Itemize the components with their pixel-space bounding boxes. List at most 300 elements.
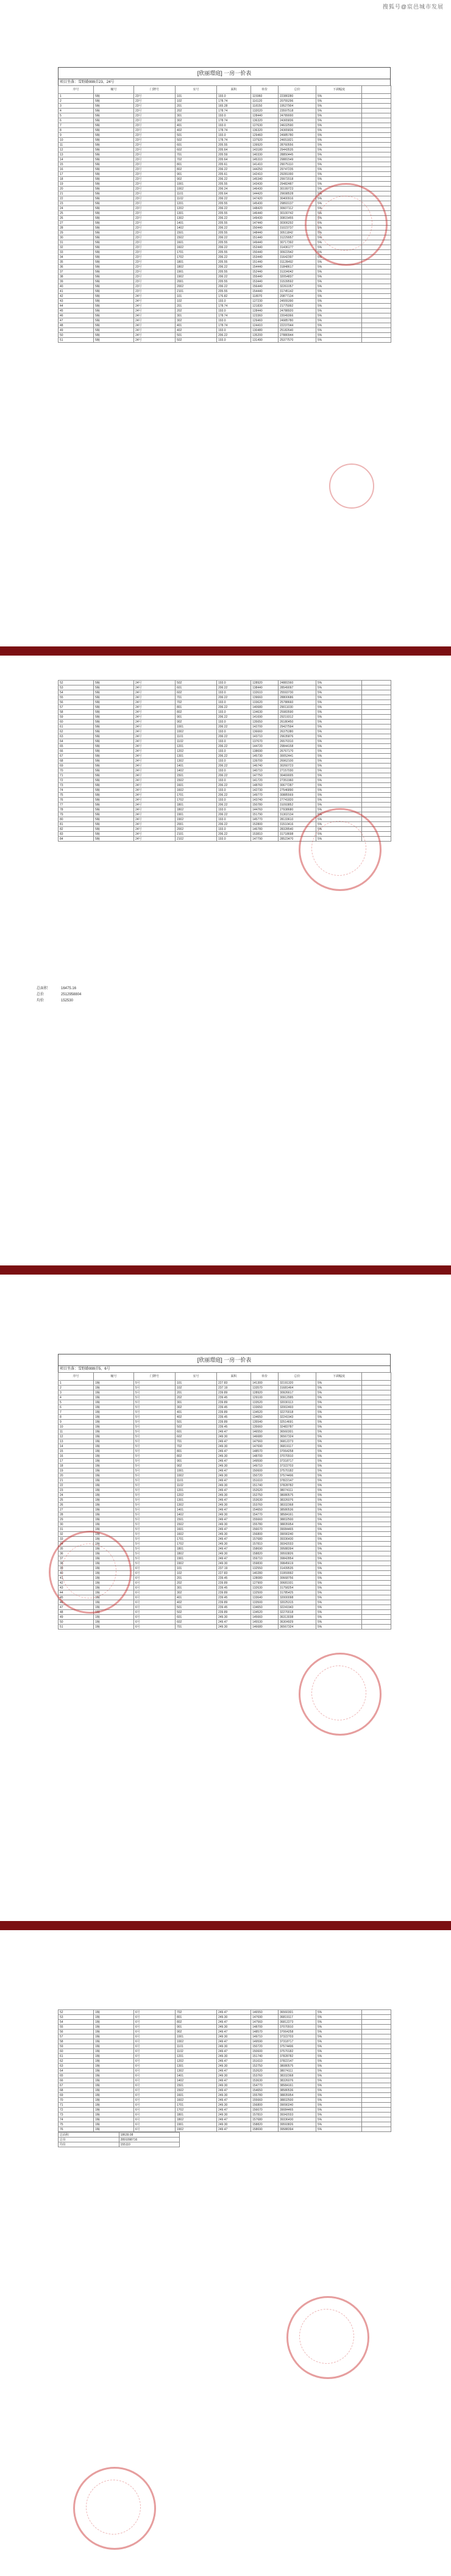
table-cell: 144760 bbox=[251, 807, 279, 812]
table-cell: 1幢 bbox=[94, 1386, 134, 1390]
table-cell: 1幢 bbox=[94, 2108, 134, 2113]
table-cell: 37574496 bbox=[279, 2044, 316, 2049]
table-cell: 23号 bbox=[134, 265, 176, 270]
table-cell: 801 bbox=[176, 1449, 217, 1454]
table-cell: 1幢 bbox=[94, 1620, 134, 1625]
table-cell: 701 bbox=[176, 1625, 217, 1630]
table-cell: 1001 bbox=[176, 724, 217, 729]
table-cell: 157810 bbox=[251, 2113, 279, 2117]
table-cell: 43 bbox=[59, 1586, 94, 1590]
table-cell: 5% bbox=[316, 1483, 362, 1488]
table-cell: 153760 bbox=[251, 2073, 279, 2078]
table-cell: 37822147 bbox=[279, 2059, 316, 2064]
table-cell: 1幢 bbox=[94, 1532, 134, 1537]
table-cell: 149590 bbox=[251, 2039, 279, 2044]
table-cell: 10 bbox=[59, 138, 94, 143]
table-row bbox=[59, 681, 391, 685]
table-cell-blank bbox=[362, 2078, 391, 2083]
table-cell: 5% bbox=[316, 328, 362, 333]
table-cell: 8 bbox=[59, 128, 94, 133]
table-row bbox=[59, 177, 391, 182]
table-cell: 5号 bbox=[134, 1444, 176, 1449]
table-cell: 5幢 bbox=[94, 734, 134, 739]
table-cell: 249.30 bbox=[217, 1532, 251, 1537]
table-cell: 502 bbox=[176, 1610, 217, 1615]
table-cell: 29219312 bbox=[279, 715, 316, 720]
table-row bbox=[59, 803, 391, 807]
table-cell: 38074111 bbox=[279, 1488, 316, 1493]
table-cell: 73 bbox=[59, 783, 94, 788]
table-cell: 5% bbox=[316, 1459, 362, 1464]
table-cell: 5% bbox=[316, 715, 362, 720]
table-cell: 1802 bbox=[176, 265, 217, 270]
table-cell: 178.74 bbox=[217, 323, 251, 328]
table-cell-blank bbox=[362, 294, 391, 299]
table-cell-blank bbox=[362, 1532, 391, 1537]
table-cell: 193.0 bbox=[217, 720, 251, 724]
table-cell: 5% bbox=[316, 196, 362, 201]
table-cell: 1601 bbox=[176, 2093, 217, 2098]
table-cell: 5幢 bbox=[94, 778, 134, 783]
table-row bbox=[59, 1464, 391, 1469]
table-cell: 5幢 bbox=[94, 768, 134, 773]
table-cell: 1 bbox=[59, 1381, 94, 1386]
table-cell: 142730 bbox=[251, 788, 279, 793]
table-cell: 118150 bbox=[251, 104, 279, 109]
table-cell: 38580536 bbox=[279, 2088, 316, 2093]
table-cell: 5号 bbox=[134, 1454, 176, 1459]
table-cell: 5% bbox=[316, 1469, 362, 1473]
table-cell-blank bbox=[362, 157, 391, 162]
column-header: 序号 bbox=[59, 1373, 94, 1381]
table-cell-blank bbox=[362, 788, 391, 793]
table-cell: 5% bbox=[316, 235, 362, 240]
table-cell: 205.55 bbox=[217, 182, 251, 187]
table-cell: 149440 bbox=[251, 240, 279, 245]
table-cell: 146430 bbox=[251, 187, 279, 191]
table-cell: 53 bbox=[59, 685, 94, 690]
table-cell: 36 bbox=[59, 1551, 94, 1556]
table-cell: 5幢 bbox=[94, 235, 134, 240]
table-cell: 5幢 bbox=[94, 700, 134, 705]
table-cell-blank bbox=[362, 720, 391, 724]
table-cell: 31229957 bbox=[279, 235, 316, 240]
table-cell-blank bbox=[362, 313, 391, 318]
table-cell: 1幢 bbox=[94, 1581, 134, 1586]
table-cell-blank bbox=[362, 2054, 391, 2059]
table-row bbox=[59, 162, 391, 167]
table-cell: 24 bbox=[59, 206, 94, 211]
table-cell: 24号 bbox=[134, 685, 176, 690]
table-cell: 5幢 bbox=[94, 685, 134, 690]
table-row bbox=[59, 1503, 391, 1508]
table-cell: 5% bbox=[316, 2098, 362, 2103]
column-header: 门牌号 bbox=[134, 1373, 176, 1381]
table-cell: 5% bbox=[316, 1434, 362, 1439]
table-cell: 158820 bbox=[251, 2122, 279, 2127]
table-cell: 25788660 bbox=[279, 700, 316, 705]
table-cell-blank bbox=[362, 1439, 391, 1444]
table-cell: 1幢 bbox=[94, 1586, 134, 1590]
table-cell: 206.22 bbox=[217, 685, 251, 690]
table-cell: 24号 bbox=[134, 700, 176, 705]
table-cell: 18 bbox=[59, 177, 94, 182]
table-cell: 17 bbox=[59, 172, 94, 177]
table-cell: 249.30 bbox=[217, 2034, 251, 2039]
summary-value: 2891098716 bbox=[119, 2138, 180, 2142]
table-cell: 5% bbox=[316, 274, 362, 279]
table-cell: 124410 bbox=[251, 323, 279, 328]
table-cell-blank bbox=[362, 724, 391, 729]
table-cell-blank bbox=[362, 1473, 391, 1478]
table-cell: 152620 bbox=[251, 1488, 279, 1493]
table-cell-blank bbox=[362, 1595, 391, 1600]
table-cell: 38832500 bbox=[279, 2098, 316, 2103]
table-cell: 4 bbox=[59, 109, 94, 113]
table-row bbox=[59, 1439, 391, 1444]
table-cell-blank bbox=[362, 104, 391, 109]
table-cell: 151740 bbox=[251, 1483, 279, 1488]
table-cell: 5幢 bbox=[94, 104, 134, 109]
table-cell: 28 bbox=[59, 1512, 94, 1517]
table-cell: 152800 bbox=[251, 822, 279, 827]
table-cell: 141300 bbox=[251, 1381, 279, 1386]
table-cell: 249.30 bbox=[217, 1454, 251, 1459]
table-cell: 65 bbox=[59, 744, 94, 749]
table-cell-blank bbox=[362, 1429, 391, 1434]
table-cell: 30 bbox=[59, 1522, 94, 1527]
table-row bbox=[59, 695, 391, 700]
table-cell: 5% bbox=[316, 2103, 362, 2108]
table-cell: 5% bbox=[316, 788, 362, 793]
table-cell: 193.0 bbox=[217, 739, 251, 744]
sheet-title: [欣丽璟庭] 一房一价表 bbox=[58, 1354, 391, 1366]
table-cell: 23号 bbox=[134, 211, 176, 216]
table-cell: 142410 bbox=[251, 172, 279, 177]
table-cell: 178.74 bbox=[217, 304, 251, 309]
table-cell: 151790 bbox=[251, 812, 279, 817]
table-cell: 5% bbox=[316, 1517, 362, 1522]
table-cell: 401 bbox=[176, 123, 217, 128]
table-cell: 227.83 bbox=[217, 1381, 251, 1386]
table-cell: 249.47 bbox=[217, 2059, 251, 2064]
table-cell: 1202 bbox=[176, 206, 217, 211]
summary-label: 均价 bbox=[37, 999, 44, 1003]
table-cell: 143740 bbox=[251, 798, 279, 803]
table-cell: 5号 bbox=[134, 1517, 176, 1522]
table-cell: 154650 bbox=[251, 1508, 279, 1512]
table-row bbox=[59, 1625, 391, 1630]
table-cell: 32483787 bbox=[279, 1425, 316, 1429]
table-cell: 205.59 bbox=[217, 152, 251, 157]
table-cell: 1302 bbox=[176, 216, 217, 221]
summary-value: 152530 bbox=[61, 999, 74, 1003]
table-cell: 136320 bbox=[251, 128, 279, 133]
table-cell: 151440 bbox=[251, 260, 279, 265]
table-cell: 148700 bbox=[251, 1454, 279, 1459]
column-header: 总价 bbox=[279, 86, 316, 94]
table-cell-blank bbox=[362, 2103, 391, 2108]
table-cell: 153760 bbox=[251, 1503, 279, 1508]
table-cell-blank bbox=[362, 1590, 391, 1595]
table-cell: 38580536 bbox=[279, 1508, 316, 1512]
table-cell: 153810 bbox=[251, 832, 279, 837]
table-cell: 5幢 bbox=[94, 690, 134, 695]
table-cell: 1402 bbox=[176, 226, 217, 231]
table-cell: 1幢 bbox=[94, 1517, 134, 1522]
table-cell: 5% bbox=[316, 1532, 362, 1537]
table-cell: 5幢 bbox=[94, 827, 134, 832]
table-cell-blank bbox=[362, 1615, 391, 1620]
table-cell: 152750 bbox=[251, 1493, 279, 1498]
table-row bbox=[59, 323, 391, 328]
table-cell: 1301 bbox=[176, 1498, 217, 1503]
table-cell: 1502 bbox=[176, 1522, 217, 1527]
table-row bbox=[59, 284, 391, 289]
table-cell: 81 bbox=[59, 822, 94, 827]
table-cell: 5% bbox=[316, 803, 362, 807]
table-cell: 36812273 bbox=[279, 2020, 316, 2025]
table-cell: 5% bbox=[316, 685, 362, 690]
table-row bbox=[59, 123, 391, 128]
table-cell: 24号 bbox=[134, 299, 176, 304]
table-cell-blank bbox=[362, 739, 391, 744]
table-cell: 1幢 bbox=[94, 1439, 134, 1444]
summary-label: 总面积 bbox=[37, 987, 48, 990]
table-cell: 1幢 bbox=[94, 1488, 134, 1493]
table-cell: 157680 bbox=[251, 1537, 279, 1542]
table-cell: 2001 bbox=[176, 822, 217, 827]
table-cell: 206.22 bbox=[217, 216, 251, 221]
table-cell: 38326076 bbox=[279, 1498, 316, 1503]
table-cell: 5% bbox=[316, 1537, 362, 1542]
table-cell: 5% bbox=[316, 1454, 362, 1459]
table-cell: 71 bbox=[59, 2103, 94, 2108]
table-cell: 71 bbox=[59, 773, 94, 778]
table-cell: 239.45 bbox=[217, 1405, 251, 1410]
table-cell: 502 bbox=[176, 681, 217, 685]
table-cell: 34 bbox=[59, 1542, 94, 1547]
table-cell: 24号 bbox=[134, 338, 176, 343]
table-cell: 5% bbox=[316, 318, 362, 323]
table-cell: 29011030 bbox=[279, 705, 316, 710]
price-sheet-4 bbox=[58, 2009, 391, 2147]
table-cell: 239.45 bbox=[217, 1425, 251, 1429]
table-cell: 3 bbox=[59, 1390, 94, 1395]
table-cell: 156440 bbox=[251, 284, 279, 289]
table-cell-blank bbox=[362, 807, 391, 812]
table-cell: 6号 bbox=[134, 1605, 176, 1610]
table-cell: 5% bbox=[316, 1571, 362, 1576]
table-cell: 5% bbox=[316, 1595, 362, 1600]
table-cell-blank bbox=[362, 764, 391, 768]
table-cell: 1幢 bbox=[94, 2069, 134, 2073]
table-cell: 1幢 bbox=[94, 2039, 134, 2044]
table-cell: 1902 bbox=[176, 817, 217, 822]
table-cell-blank bbox=[362, 1512, 391, 1517]
table-cell: 5% bbox=[316, 2049, 362, 2054]
table-row bbox=[59, 2059, 391, 2064]
table-cell: 193.0 bbox=[217, 690, 251, 695]
table-cell-blank bbox=[362, 1405, 391, 1410]
table-cell: 5% bbox=[316, 812, 362, 817]
table-cell: 202 bbox=[176, 309, 217, 313]
table-cell: 23号 bbox=[134, 245, 176, 250]
table-row bbox=[59, 2030, 391, 2034]
table-cell: 22049366 bbox=[279, 313, 316, 318]
table-cell: 45 bbox=[59, 309, 94, 313]
table-cell: 1602 bbox=[176, 1532, 217, 1537]
table-cell: 1002 bbox=[176, 729, 217, 734]
table-cell: 249.47 bbox=[217, 1449, 251, 1454]
table-cell: 58 bbox=[59, 710, 94, 715]
table-cell: 206.22 bbox=[217, 783, 251, 788]
table-cell: 249.30 bbox=[217, 2073, 251, 2078]
table-cell: 11 bbox=[59, 143, 94, 148]
table-cell: 239.45 bbox=[217, 1605, 251, 1610]
table-cell: 66 bbox=[59, 749, 94, 754]
table-cell: 205.55 bbox=[217, 211, 251, 216]
table-cell: 5 bbox=[59, 1400, 94, 1405]
table-cell-blank bbox=[362, 2088, 391, 2093]
table-cell: 23597518 bbox=[279, 109, 316, 113]
table-cell: 5幢 bbox=[94, 162, 134, 167]
column-header: 下调幅度 bbox=[316, 86, 362, 94]
summary-value: 18639.08 bbox=[119, 2133, 180, 2138]
table-cell: 5% bbox=[316, 1400, 362, 1405]
table-cell: 55 bbox=[59, 695, 94, 700]
table-cell: 5幢 bbox=[94, 221, 134, 226]
table-cell: 23号 bbox=[134, 133, 176, 138]
table-cell-blank bbox=[362, 128, 391, 133]
table-cell: 5% bbox=[316, 152, 362, 157]
table-cell: 402 bbox=[176, 328, 217, 333]
table-cell: 24号 bbox=[134, 720, 176, 724]
table-cell: 1幢 bbox=[94, 2117, 134, 2122]
table-cell: 501 bbox=[176, 1420, 217, 1425]
table-cell: 1幢 bbox=[94, 1547, 134, 1551]
table-cell: 82 bbox=[59, 827, 94, 832]
table-cell: 5号 bbox=[134, 1381, 176, 1386]
table-cell: 205.64 bbox=[217, 148, 251, 152]
table-cell: 5% bbox=[316, 167, 362, 172]
table-cell: 1幢 bbox=[94, 1454, 134, 1459]
table-cell: 150720 bbox=[251, 1473, 279, 1478]
table-cell: 5% bbox=[316, 148, 362, 152]
table-row bbox=[59, 1454, 391, 1459]
table-header bbox=[59, 1373, 391, 1381]
table-cell: 19 bbox=[59, 182, 94, 187]
table-cell: 37064258 bbox=[279, 1449, 316, 1454]
column-header: 幢号 bbox=[94, 1373, 134, 1381]
table-cell: 31959992 bbox=[279, 1571, 316, 1576]
table-cell: 135540 bbox=[251, 1420, 279, 1425]
table-cell: 5号 bbox=[134, 1420, 176, 1425]
table-cell: 73 bbox=[59, 2113, 94, 2117]
table-cell: 23号 bbox=[134, 226, 176, 231]
table-row bbox=[59, 724, 391, 729]
summary-value: 16475.16 bbox=[61, 987, 77, 990]
table-cell: 154770 bbox=[251, 2083, 279, 2088]
table-cell: 5% bbox=[316, 99, 362, 104]
table-cell: 138690 bbox=[251, 749, 279, 754]
table-cell: 2101 bbox=[176, 832, 217, 837]
table-cell: 6号 bbox=[134, 2025, 176, 2030]
table-cell: 5幢 bbox=[94, 749, 134, 754]
table-cell: 5% bbox=[316, 1586, 362, 1590]
table-cell: 145730 bbox=[251, 754, 279, 759]
table-cell: 1幢 bbox=[94, 2127, 134, 2132]
table-cell: 30100742 bbox=[279, 211, 316, 216]
table-cell: 5% bbox=[316, 338, 362, 343]
official-seal bbox=[286, 2296, 369, 2379]
table-cell: 901 bbox=[176, 1459, 217, 1464]
table-cell: 44 bbox=[59, 304, 94, 309]
column-header: 幢号 bbox=[94, 86, 134, 94]
table-cell: 249.30 bbox=[217, 1561, 251, 1566]
table-cell: 116120 bbox=[251, 99, 279, 104]
table-cell: 22 bbox=[59, 196, 94, 201]
table-cell: 30677287 bbox=[279, 783, 316, 788]
table-cell: 1301 bbox=[176, 211, 217, 216]
table-cell: 206.22 bbox=[217, 812, 251, 817]
table-cell: 249.30 bbox=[217, 1625, 251, 1630]
table-cell: 23号 bbox=[134, 231, 176, 235]
table-cell: 30607112 bbox=[279, 206, 316, 211]
table-cell: 21 bbox=[59, 191, 94, 196]
table-cell-blank bbox=[362, 2010, 391, 2015]
table-cell: 1401 bbox=[176, 1508, 217, 1512]
table-cell-blank bbox=[362, 798, 391, 803]
table-row bbox=[59, 313, 391, 318]
table-row bbox=[59, 2044, 391, 2049]
table-cell: 37064258 bbox=[279, 2030, 316, 2034]
table-row bbox=[59, 104, 391, 109]
table-cell: 5% bbox=[316, 2117, 362, 2122]
table-cell: 249.47 bbox=[217, 2069, 251, 2073]
table-cell: 37318717 bbox=[279, 2039, 316, 2044]
table-cell: 36304929 bbox=[279, 1620, 316, 1625]
table-cell: 178.74 bbox=[217, 138, 251, 143]
table-cell: 139700 bbox=[251, 759, 279, 764]
table-cell: 5幢 bbox=[94, 250, 134, 255]
table-cell: 67 bbox=[59, 754, 94, 759]
table-cell: 24号 bbox=[134, 788, 176, 793]
table-cell: 30815455 bbox=[279, 216, 316, 221]
table-cell: 23号 bbox=[134, 118, 176, 123]
table-cell: 6号 bbox=[134, 2049, 176, 2054]
table-row bbox=[59, 1615, 391, 1620]
table-cell: 24号 bbox=[134, 832, 176, 837]
table-cell: 76 bbox=[59, 2127, 94, 2132]
table-cell-blank bbox=[362, 1478, 391, 1483]
summary-line bbox=[37, 991, 81, 997]
table-cell: 2 bbox=[59, 99, 94, 104]
table-cell: 23 bbox=[59, 201, 94, 206]
table-cell: 239.89 bbox=[217, 1390, 251, 1395]
table-cell: 6号 bbox=[134, 2098, 176, 2103]
table-row bbox=[59, 1493, 391, 1498]
table-cell-blank bbox=[362, 333, 391, 338]
table-cell: 121830 bbox=[251, 304, 279, 309]
table-cell: 249.47 bbox=[217, 2117, 251, 2122]
table-cell: 401 bbox=[176, 1595, 217, 1600]
table-cell: 31302134 bbox=[279, 812, 316, 817]
table-cell: 1幢 bbox=[94, 1600, 134, 1605]
table-cell: 5幢 bbox=[94, 681, 134, 685]
table-row bbox=[59, 1390, 391, 1395]
table-cell: 136660 bbox=[251, 729, 279, 734]
